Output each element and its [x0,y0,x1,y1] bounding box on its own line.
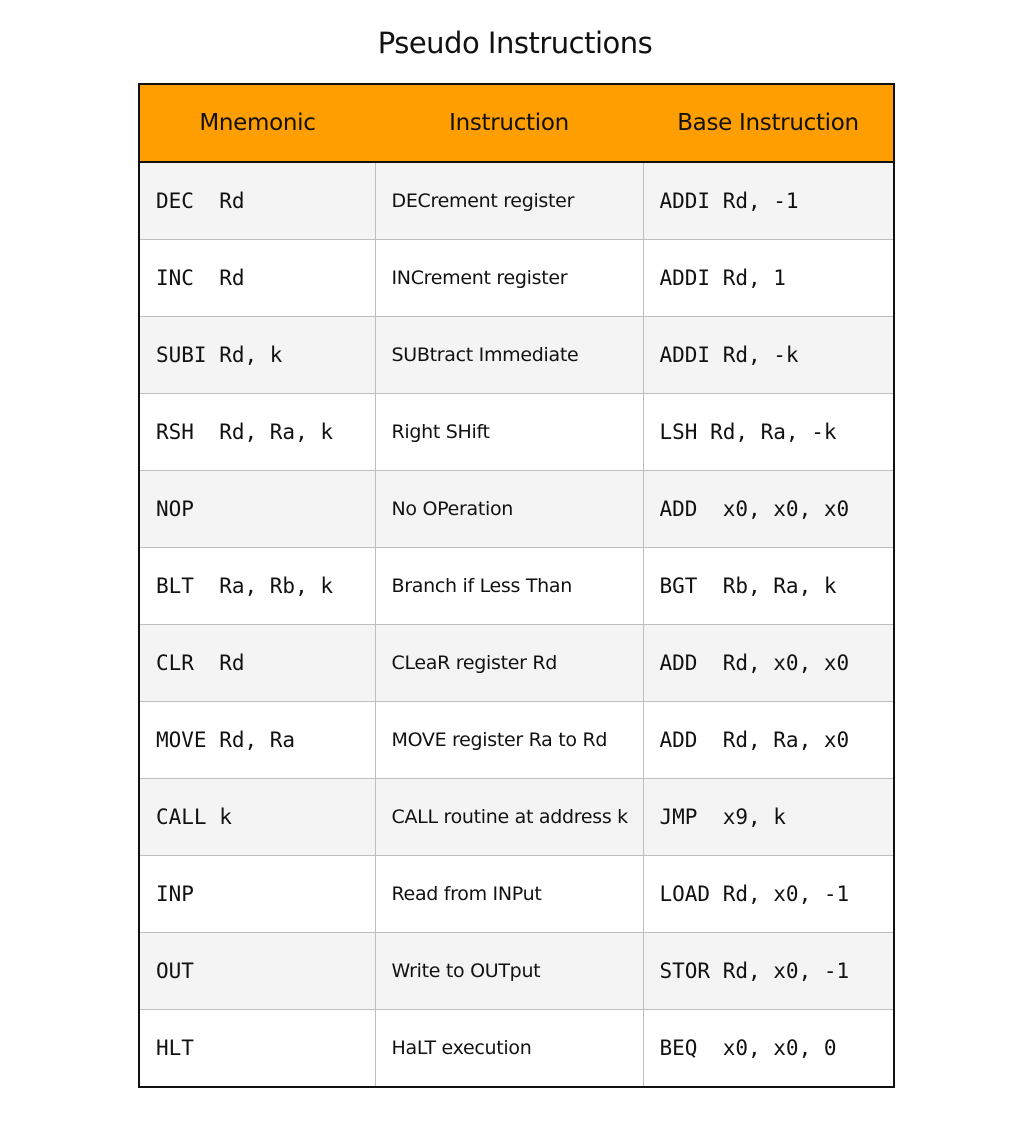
column-header-instruction: Instruction [375,84,643,162]
instruction-cell: Right SHift [375,394,643,471]
table-row [139,933,894,1010]
table-header [139,84,894,162]
base-instruction-cell: BEQ x0, x0, 0 [643,1010,894,1088]
instruction-cell: No OPeration [375,471,643,548]
table-row [139,240,894,317]
base-instruction-cell: BGT Rb, Ra, k [643,548,894,625]
instruction-cell: Write to OUTput [375,933,643,1010]
instruction-cell: Branch if Less Than [375,548,643,625]
mnemonic-cell: NOP [139,471,375,548]
table-row [139,625,894,702]
page-title: Pseudo Instructions [377,26,653,60]
table-row [139,702,894,779]
mnemonic-cell: CLR Rd [139,625,375,702]
table-row [139,779,894,856]
mnemonic-cell: RSH Rd, Ra, k [139,394,375,471]
instruction-cell: CLeaR register Rd [375,625,643,702]
instruction-cell: DECrement register [375,162,643,240]
base-instruction-cell: STOR Rd, x0, -1 [643,933,894,1010]
table-row [139,471,894,548]
mnemonic-cell: HLT [139,1010,375,1088]
instruction-cell: INCrement register [375,240,643,317]
mnemonic-cell: MOVE Rd, Ra [139,702,375,779]
instruction-cell: SUBtract Immediate [375,317,643,394]
table-row [139,548,894,625]
base-instruction-cell: ADD Rd, x0, x0 [643,625,894,702]
table-row [139,317,894,394]
instruction-cell: CALL routine at address k [375,779,643,856]
table-row [139,1010,894,1088]
mnemonic-cell: CALL k [139,779,375,856]
pseudo-instructions-table [138,83,895,1088]
instruction-cell: Read from INPut [375,856,643,933]
table-row [139,856,894,933]
mnemonic-cell: BLT Ra, Rb, k [139,548,375,625]
base-instruction-cell: LSH Rd, Ra, -k [643,394,894,471]
base-instruction-cell: LOAD Rd, x0, -1 [643,856,894,933]
mnemonic-cell: INC Rd [139,240,375,317]
column-header-mnemonic: Mnemonic [139,84,375,162]
table-row [139,162,894,240]
base-instruction-cell: ADD x0, x0, x0 [643,471,894,548]
mnemonic-cell: OUT [139,933,375,1010]
table-body [139,162,894,1087]
mnemonic-cell: INP [139,856,375,933]
base-instruction-cell: ADDI Rd, -1 [643,162,894,240]
header-row [139,84,894,162]
column-header-base-instruction: Base Instruction [643,84,894,162]
mnemonic-cell: SUBI Rd, k [139,317,375,394]
base-instruction-cell: JMP x9, k [643,779,894,856]
instruction-cell: MOVE register Ra to Rd [375,702,643,779]
base-instruction-cell: ADDI Rd, -k [643,317,894,394]
mnemonic-cell: DEC Rd [139,162,375,240]
base-instruction-cell: ADDI Rd, 1 [643,240,894,317]
instruction-cell: HaLT execution [375,1010,643,1088]
table-row [139,394,894,471]
base-instruction-cell: ADD Rd, Ra, x0 [643,702,894,779]
